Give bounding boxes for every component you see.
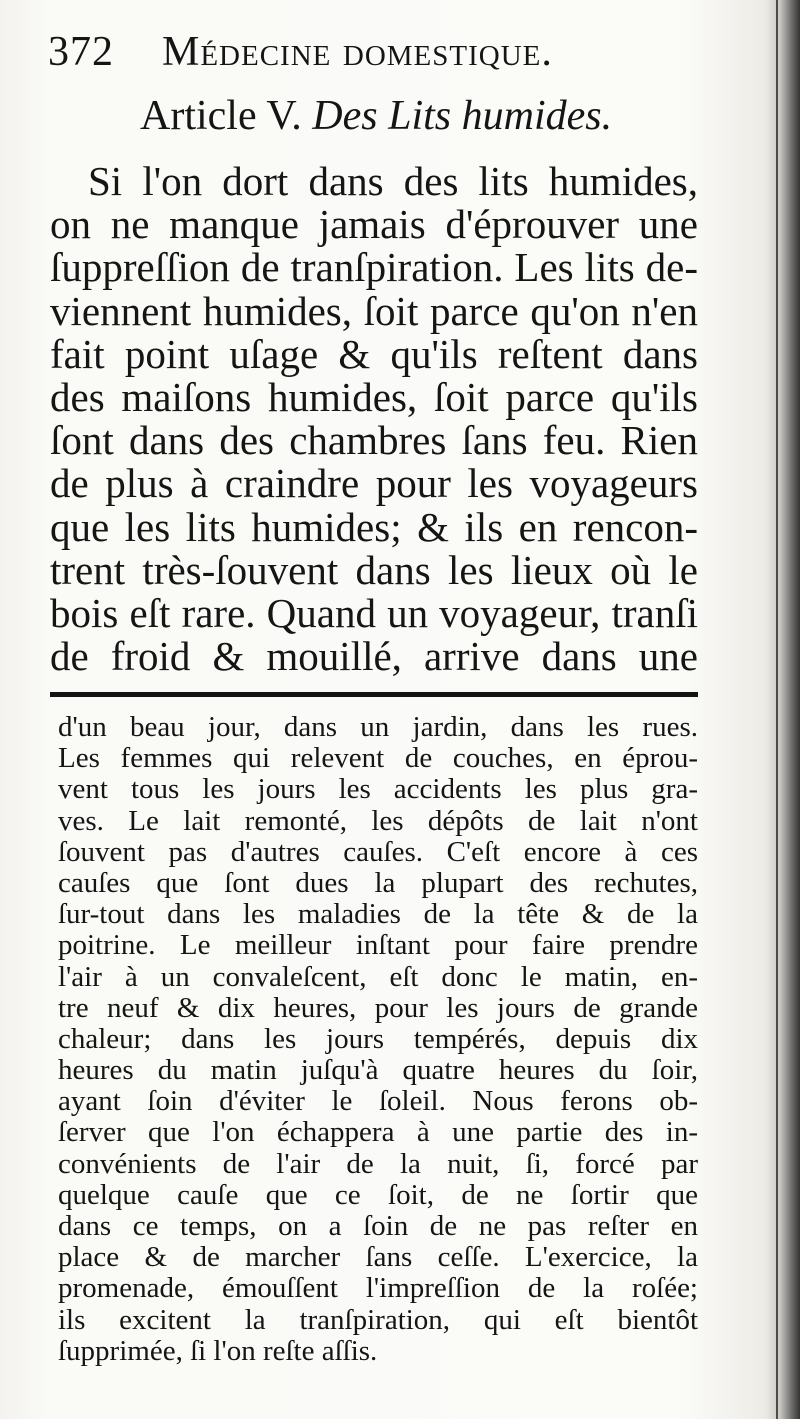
- footnote-line: heures du matin juſqu'à quatre heures du ſoir,: [58, 1054, 698, 1087]
- footnote-text: [58, 712, 698, 1367]
- article-label: Article V.: [140, 93, 302, 139]
- running-title: Médecine domestique.: [162, 29, 553, 75]
- text-line: de froid & mouillé, arrive dans une: [50, 633, 698, 680]
- footnote-divider: [50, 692, 698, 697]
- book-spine-edge: [776, 0, 778, 1419]
- text-line: des maiſons humides, ſoit parce qu'ils: [50, 373, 698, 420]
- article-title: Des Lits humides.: [312, 93, 613, 139]
- text-line: viennent humides, ſoit parce qu'on n'en: [50, 287, 698, 334]
- footnote-line: convénients de l'air de la nuit, ſi, forcé par: [58, 1147, 698, 1180]
- text-line: de plus à craindre pour les voyageurs: [50, 460, 698, 507]
- footnote-line: cauſes que ſont dues la plupart des rechutes,: [58, 866, 698, 899]
- article-heading: [140, 92, 660, 140]
- footnote-line: d'un beau jour, dans un jardin, dans les rues.: [58, 711, 698, 743]
- text-line: bois eſt rare. Quand un voyageur, tranſi: [50, 589, 698, 636]
- footnote-line: quelque cauſe que ce ſoit, de ne ſortir que: [58, 1178, 698, 1211]
- text-line: ſuppreſſion de tranſpiration. Les lits de-: [50, 244, 698, 291]
- footnote-line: place & de marcher ſans ceſſe. L'exercice, la: [58, 1241, 698, 1274]
- footnote-line: tre neuf & dix heures, pour les jours de grande: [58, 991, 698, 1024]
- page-header: [48, 28, 608, 88]
- footnote-line: dans ce temps, on a ſoin de ne pas reſter en: [58, 1210, 698, 1242]
- footnote-line: ſerver que l'on échappera à une partie des in-: [58, 1116, 698, 1149]
- main-text: [50, 160, 698, 678]
- footnote-line: poitrine. Le meilleur inſtant pour faire prendre: [58, 929, 698, 962]
- footnote-line: ils excitent la tranſpiration, qui eſt bientôt: [58, 1303, 698, 1336]
- text-line: trent très-ſouvent dans les lieux où le: [50, 546, 698, 593]
- text-line: que les lits humides; & ils en rencon-: [50, 503, 698, 550]
- footnote-line: ſupprimée, ſi l'on reſte aſſis.: [58, 1334, 378, 1367]
- book-spine-shadow: [766, 0, 800, 1419]
- footnote-line: ves. Le lait remonté, les dépôts de lait n'ont: [58, 804, 698, 837]
- text-line: on ne manque jamais d'éprouver une: [50, 201, 698, 248]
- footnote-line: ſur-tout dans les maladies de la tête & de la: [58, 898, 698, 931]
- text-line: ſont dans des chambres ſans feu. Rien: [50, 417, 698, 464]
- footnote-line: Les femmes qui relevent de couches, en éprou-: [58, 742, 698, 775]
- footnote-line: ayant ſoin d'éviter le ſoleil. Nous ferons ob-: [58, 1085, 698, 1118]
- page-number: 372: [48, 29, 114, 75]
- text-line: fait point uſage & qu'ils reſtent dans: [50, 330, 698, 377]
- footnote-line: promenade, émouſſent l'impreſſion de la roſée;: [58, 1272, 698, 1305]
- footnote-line: ſouvent pas d'autres cauſes. C'eſt encore à ces: [58, 835, 698, 868]
- footnote-line: vent tous les jours les accidents les plus gra-: [58, 773, 698, 806]
- text-line: Si l'on dort dans des lits humides,: [88, 158, 698, 204]
- footnote-line: chaleur; dans les jours tempérés, depuis dix: [58, 1022, 698, 1055]
- footnote-line: l'air à un convaleſcent, eſt donc le matin, en-: [58, 960, 698, 993]
